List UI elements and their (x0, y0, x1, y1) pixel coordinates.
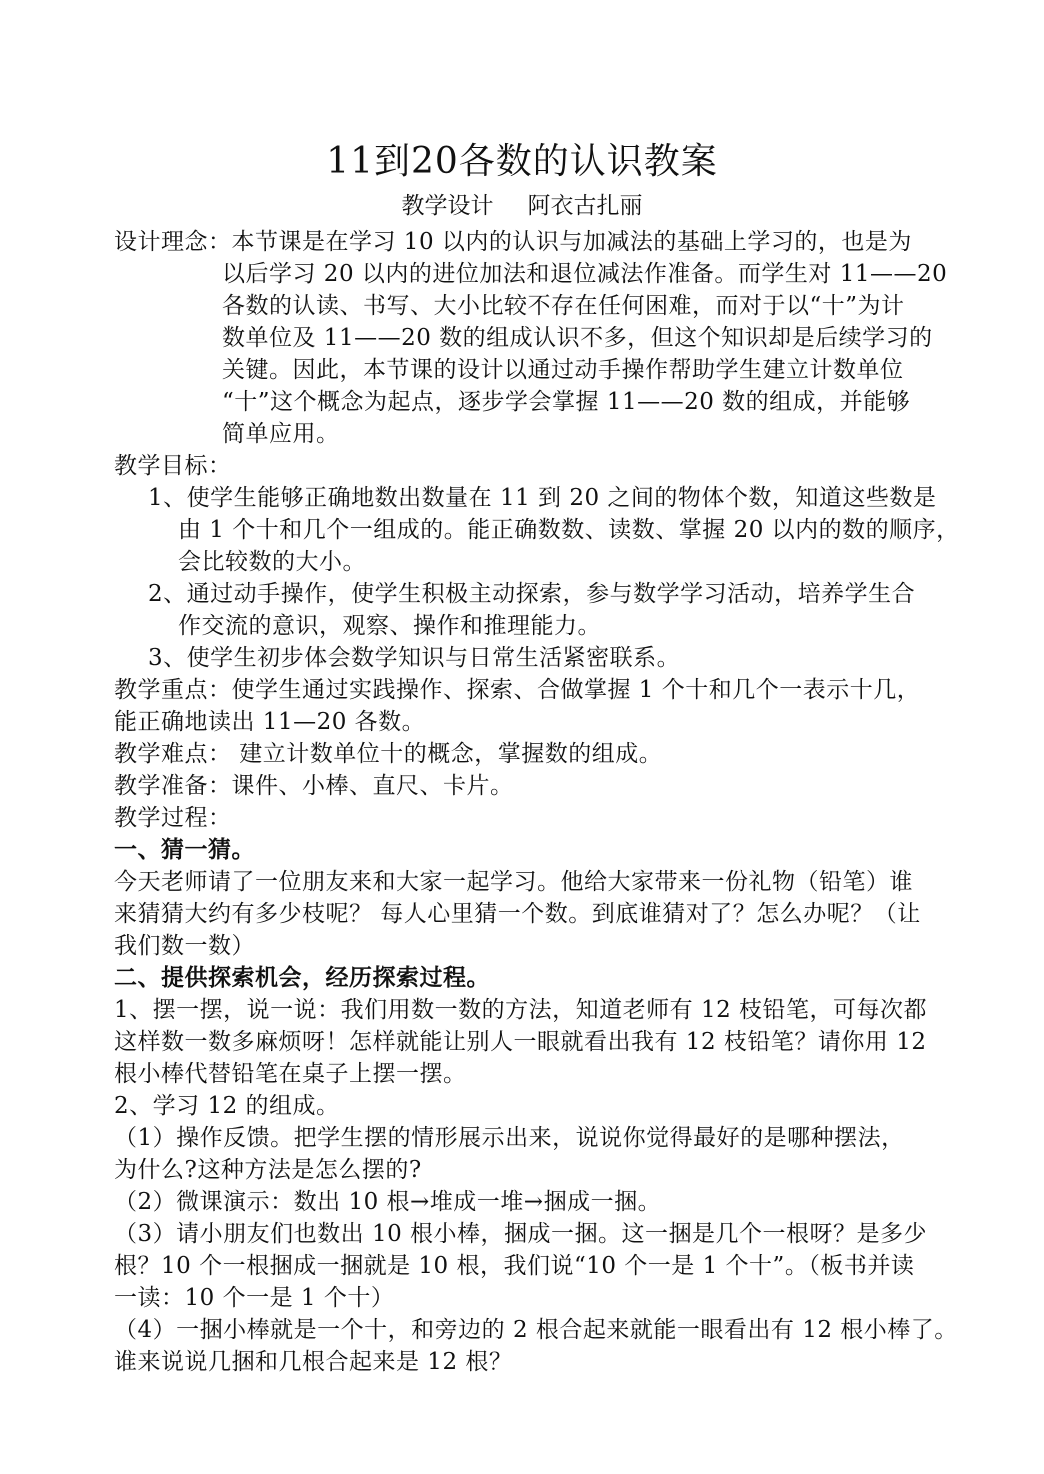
goal-item: 由 1 个十和几个一组成的。能正确数数、读数、掌握 20 以内的数的顺序， (178, 517, 960, 543)
paragraph-line: 一读：10 个一是 1 个十） (114, 1285, 395, 1311)
author-line (0, 190, 1044, 222)
paragraph-line: 我们数一数） (114, 933, 255, 959)
paragraph-line: （2）微课演示：数出 10 根→堆成一堆→捆成一捆。 (114, 1189, 662, 1215)
paragraph-line: 2、学习 12 的组成。 (114, 1093, 340, 1119)
section-heading-goals: 教学目标： (114, 453, 232, 479)
preparation-line: 教学准备：课件、小棒、直尺、卡片。 (114, 773, 514, 799)
goal-item: 作交流的意识，观察、操作和推理能力。 (178, 613, 601, 639)
design-concept-line: 关键。因此，本节课的设计以通过动手操作帮助学生建立计数单位 (222, 357, 904, 383)
design-concept-line: 设计理念：本节课是在学习 10 以内的认识与加减法的基础上学习的，也是为 (114, 229, 912, 255)
paragraph-line: 这样数一数多麻烦呀！怎样就能让别人一眼就看出我有 12 枝铅笔？请你用 12 (114, 1029, 927, 1055)
paragraph-line: 为什么?这种方法是怎么摆的? (114, 1157, 422, 1183)
author-name: 阿衣古扎丽 (527, 193, 643, 219)
difficulties-line: 教学难点： 建立计数单位十的概念，掌握数的组成。 (114, 741, 663, 767)
step-one-heading: 一、猜一猜。 (114, 836, 255, 863)
design-concept-line: 各数的认读、书写、大小比较不存在任何困难，而对于以“十”为计 (222, 293, 905, 319)
key-points-line: 教学重点：使学生通过实践操作、探索、合做掌握 1 个十和几个一表示十几， (114, 677, 921, 703)
paragraph-line: 1、摆一摆，说一说：我们用数一数的方法，知道老师有 12 枝铅笔，可每次都 (114, 997, 928, 1023)
goal-item: 3、使学生初步体会数学知识与日常生活紧密联系。 (148, 645, 681, 671)
paragraph-line: 根？10 个一根捆成一捆就是 10 根，我们说“10 个一是 1 个十”。（板书并读 (114, 1253, 915, 1279)
goal-item: 2、通过动手操作，使学生积极主动探索，参与数学学习活动，培养学生合 (148, 581, 916, 607)
paragraph-line: （3）请小朋友们也数出 10 根小棒，捆成一捆。这一捆是几个一根呀？是多少 (114, 1221, 928, 1247)
design-concept-line: 简单应用。 (222, 421, 340, 447)
paragraph-line: （1）操作反馈。把学生摆的情形展示出来，说说你觉得最好的是哪种摆法， (114, 1125, 905, 1151)
design-concept-line: 数单位及 11——20 数的组成认识不多，但这个知识却是后续学习的 (222, 325, 933, 351)
process-heading: 教学过程： (114, 805, 232, 831)
paragraph-line: 今天老师请了一位朋友来和大家一起学习。他给大家带来一份礼物（铅笔）谁 (114, 869, 913, 895)
design-concept-line: “十”这个概念为起点，逐步学会掌握 11——20 数的组成，并能够 (222, 389, 911, 415)
key-points-line: 能正确地读出 11—20 各数。 (114, 709, 426, 735)
author-role: 教学设计 (401, 193, 494, 219)
design-concept-line: 以后学习 20 以内的进位加法和退位减法作准备。而学生对 11——20 (222, 261, 948, 287)
step-two-heading: 二、提供探索机会，经历探索过程。 (114, 964, 490, 991)
paragraph-line: （4）一捆小棒就是一个十，和旁边的 2 根合起来就能一眼看出有 12 根小棒了。 (114, 1317, 958, 1343)
goal-item: 会比较数的大小。 (178, 549, 366, 575)
goal-item: 1、使学生能够正确地数出数量在 11 到 20 之间的物体个数，知道这些数是 (148, 485, 937, 511)
paragraph-line: 根小棒代替铅笔在桌子上摆一摆。 (114, 1061, 467, 1087)
paragraph-line: 来猜猜大约有多少枝呢？ 每人心里猜一个数。到底谁猜对了？怎么办呢？（让 (114, 901, 921, 927)
document-title: 11到20各数的认识教案 (326, 141, 718, 182)
paragraph-line: 谁来说说几捆和几根合起来是 12 根？ (114, 1349, 513, 1375)
